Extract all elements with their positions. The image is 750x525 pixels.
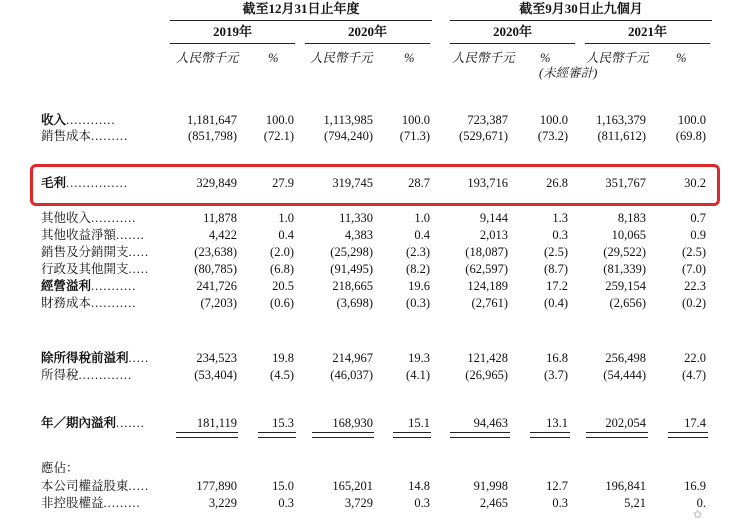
- table-cell: (4.5): [270, 368, 294, 382]
- table-cell: (18,087): [465, 245, 508, 259]
- table-cell: 1,181,647: [187, 113, 237, 127]
- row-leader-dots: ...............: [66, 176, 128, 190]
- group-header-fy: 截至12月31日止年度: [242, 1, 360, 16]
- table-cell: 11,878: [203, 211, 237, 225]
- row-label-text: 銷售及分銷開支: [41, 245, 129, 259]
- table-cell: 8,183: [617, 211, 646, 225]
- table-cell: 27.9: [272, 176, 294, 190]
- table-cell: 100.0: [677, 113, 706, 127]
- table-cell: (72.1): [263, 129, 294, 143]
- table-cell: (8.2): [406, 262, 430, 276]
- year-rule-2020-9m: [450, 43, 575, 44]
- table-cell: 196,841: [605, 479, 646, 493]
- table-cell: 2,013: [479, 228, 508, 242]
- table-cell: 15.1: [408, 416, 430, 430]
- table-cell: 94,463: [473, 416, 508, 430]
- table-cell: (2,761): [471, 296, 508, 310]
- double-rule-6: [530, 432, 570, 438]
- table-cell: 30.2: [684, 176, 706, 190]
- table-cell: 4,422: [208, 228, 237, 242]
- table-cell: 28.7: [408, 176, 430, 190]
- table-cell: (54,444): [603, 368, 646, 382]
- table-cell: (0.3): [406, 296, 430, 310]
- table-cell: 0.3: [278, 496, 294, 510]
- unit-rmb-2019: 人民幣千元: [176, 51, 239, 65]
- table-cell: 1.3: [552, 211, 568, 225]
- row-leader-dots: .....: [128, 479, 150, 493]
- table-cell: 234,523: [196, 351, 237, 365]
- row-label: [41, 351, 149, 365]
- row-leader-dots: .............: [78, 368, 133, 382]
- table-cell: 0.3: [414, 496, 430, 510]
- table-cell: (81,339): [603, 262, 646, 276]
- table-cell: (91,495): [330, 262, 373, 276]
- table-cell: 256,498: [605, 351, 646, 365]
- table-cell: (7,203): [200, 296, 237, 310]
- table-cell: 0.3: [552, 228, 568, 242]
- table-cell: (23,638): [194, 245, 237, 259]
- table-cell: 22.0: [684, 351, 706, 365]
- row-leader-dots: .....: [128, 351, 150, 365]
- table-cell: (7.0): [682, 262, 706, 276]
- year-rule-2019: [170, 43, 295, 44]
- table-cell: 214,967: [332, 351, 373, 365]
- table-cell: (62,597): [465, 262, 508, 276]
- row-label: [41, 416, 145, 430]
- table-cell: (3,698): [336, 296, 373, 310]
- table-cell: 2,465: [479, 496, 508, 510]
- table-cell: 1.0: [414, 211, 430, 225]
- row-leader-dots: ...........: [91, 296, 137, 310]
- table-cell: 1,163,379: [596, 113, 646, 127]
- table-cell: (8.7): [544, 262, 568, 276]
- table-cell: 100.0: [265, 113, 294, 127]
- double-rule-1: [176, 432, 238, 438]
- table-cell: 3,729: [344, 496, 373, 510]
- table-cell: (4.1): [406, 368, 430, 382]
- table-cell: (2.5): [682, 245, 706, 259]
- year-rule-2020-fy: [305, 43, 430, 44]
- table-cell: 241,726: [196, 279, 237, 293]
- table-cell: 329,849: [196, 176, 237, 190]
- table-cell: (46,037): [330, 368, 373, 382]
- row-label: [41, 176, 128, 190]
- table-cell: (69.8): [675, 129, 706, 143]
- table-cell: 17.2: [546, 279, 568, 293]
- table-cell: 259,154: [605, 279, 646, 293]
- table-cell: (3.7): [544, 368, 568, 382]
- watermark-icon: ✿: [693, 509, 703, 521]
- table-cell: 0.3: [552, 496, 568, 510]
- unit-pct-2020-9m: %: [540, 51, 551, 65]
- double-rule-7: [586, 432, 648, 438]
- table-cell: 193,716: [467, 176, 508, 190]
- row-label-text: 所得稅: [41, 368, 79, 382]
- row-label-text: 應佔：: [41, 461, 79, 475]
- table-cell: (80,785): [194, 262, 237, 276]
- row-label-text: 年／期內溢利: [41, 416, 117, 430]
- unit-rmb-2020-fy: 人民幣千元: [310, 51, 373, 65]
- unit-pct-2020-fy: %: [404, 51, 415, 65]
- table-cell: 100.0: [401, 113, 430, 127]
- table-cell: 723,387: [467, 113, 508, 127]
- row-leader-dots: ...........: [91, 211, 137, 225]
- table-cell: 22.3: [684, 279, 706, 293]
- row-label: [41, 496, 141, 510]
- double-rule-5: [450, 432, 510, 438]
- table-cell: 3,229: [208, 496, 237, 510]
- table-cell: 16.8: [546, 351, 568, 365]
- table-cell: 0.4: [414, 228, 430, 242]
- table-cell: (2.3): [406, 245, 430, 259]
- row-label: [41, 262, 149, 276]
- unit-pct-2019: %: [268, 51, 279, 65]
- table-cell: 10,065: [611, 228, 646, 242]
- group-header-fy-rule: [170, 20, 432, 21]
- table-cell: 91,998: [473, 479, 508, 493]
- table-cell: 17.4: [684, 416, 706, 430]
- table-cell: 1,113,985: [323, 113, 373, 127]
- table-cell: 319,745: [332, 176, 373, 190]
- table-cell: (0.2): [682, 296, 706, 310]
- year-rule-2021: [585, 43, 710, 44]
- unit-rmb-2021: 人民幣千元: [586, 51, 649, 65]
- row-label-text: 其他收益淨額: [41, 228, 117, 242]
- table-cell: (2.0): [270, 245, 294, 259]
- row-label: [41, 479, 149, 493]
- table-cell: 26.8: [546, 176, 568, 190]
- row-label: [41, 228, 145, 242]
- table-cell: (73.2): [537, 129, 568, 143]
- table-cell: (811,612): [597, 129, 646, 143]
- row-leader-dots: .........: [103, 496, 141, 510]
- table-cell: (6.8): [270, 262, 294, 276]
- table-cell: 202,054: [605, 416, 646, 430]
- table-cell: 351,767: [605, 176, 646, 190]
- row-label-text: 經營溢利: [41, 279, 92, 293]
- table-cell: 0.: [696, 496, 706, 510]
- table-cell: 168,930: [332, 416, 373, 430]
- table-cell: 124,189: [467, 279, 508, 293]
- table-cell: (25,298): [330, 245, 373, 259]
- table-cell: 19.3: [408, 351, 430, 365]
- double-rule-4: [393, 432, 431, 438]
- table-cell: (2.5): [544, 245, 568, 259]
- unit-rmb-2020-9m: 人民幣千元: [452, 51, 515, 65]
- table-cell: 4,383: [344, 228, 373, 242]
- unit-pct-2021: %: [676, 51, 687, 65]
- double-rule-8: [668, 432, 708, 438]
- row-label-text: 非控股權益: [41, 496, 104, 510]
- year-header-2020-fy: 2020年: [347, 24, 387, 39]
- table-cell: 5,21: [624, 496, 646, 510]
- table-cell: 181,119: [196, 416, 237, 430]
- row-label-text: 除所得稅前溢利: [41, 351, 129, 365]
- year-header-2020-9m: 2020年: [492, 24, 532, 39]
- table-cell: 218,665: [332, 279, 373, 293]
- table-cell: (4.7): [682, 368, 706, 382]
- row-label: [41, 245, 149, 259]
- table-cell: 12.7: [546, 479, 568, 493]
- row-label: [41, 211, 136, 225]
- table-cell: 0.9: [690, 228, 706, 242]
- table-cell: 177,890: [196, 479, 237, 493]
- table-cell: (26,965): [465, 368, 508, 382]
- row-label: [41, 461, 79, 475]
- double-rule-3: [312, 432, 374, 438]
- row-leader-dots: .........: [91, 129, 129, 143]
- table-cell: 14.8: [408, 479, 430, 493]
- table-cell: 15.0: [272, 479, 294, 493]
- row-label-text: 行政及其他開支: [41, 262, 129, 276]
- table-cell: (53,404): [194, 368, 237, 382]
- row-leader-dots: .....: [128, 262, 150, 276]
- table-cell: 19.6: [408, 279, 430, 293]
- table-cell: 19.8: [272, 351, 294, 365]
- table-cell: 165,201: [332, 479, 373, 493]
- table-cell: 0.7: [690, 211, 706, 225]
- row-label: [41, 368, 132, 382]
- row-label-text: 收入: [41, 113, 67, 127]
- table-cell: 100.0: [539, 113, 568, 127]
- row-label: [41, 296, 136, 310]
- row-label-text: 本公司權益股東: [41, 479, 129, 493]
- year-header-2019: 2019年: [212, 24, 252, 39]
- row-label: [41, 129, 128, 143]
- table-cell: (851,798): [188, 129, 237, 143]
- year-header-2021: 2021年: [627, 24, 667, 39]
- row-leader-dots: ...........: [91, 279, 137, 293]
- row-label-text: 銷售成本: [41, 129, 92, 143]
- row-leader-dots: .......: [116, 228, 145, 242]
- row-label: [41, 113, 116, 127]
- table-cell: 15.3: [272, 416, 294, 430]
- row-label-text: 毛利: [41, 176, 67, 190]
- table-cell: 11,330: [339, 211, 373, 225]
- row-label: [41, 279, 136, 293]
- table-cell: (0.6): [270, 296, 294, 310]
- group-header-nine-months: 截至9月30日止九個月: [519, 1, 643, 16]
- table-cell: (2,656): [609, 296, 646, 310]
- table-cell: (29,522): [603, 245, 646, 259]
- unaudited-note: (未經審計): [539, 66, 598, 80]
- table-cell: (71.3): [399, 129, 430, 143]
- table-cell: (529,671): [459, 129, 508, 143]
- double-rule-2: [258, 432, 296, 438]
- table-cell: (794,240): [324, 129, 373, 143]
- row-leader-dots: .....: [128, 245, 150, 259]
- row-leader-dots: ............: [66, 113, 116, 127]
- table-cell: 0.4: [278, 228, 294, 242]
- table-cell: 121,428: [467, 351, 508, 365]
- table-cell: 1.0: [278, 211, 294, 225]
- table-cell: 20.5: [272, 279, 294, 293]
- row-label-text: 其他收入: [41, 211, 92, 225]
- group-header-nine-months-rule: [450, 20, 712, 21]
- table-cell: 16.9: [684, 479, 706, 493]
- table-cell: 9,144: [479, 211, 508, 225]
- table-cell: 13.1: [546, 416, 568, 430]
- table-cell: (0.4): [544, 296, 568, 310]
- row-label-text: 財務成本: [41, 296, 92, 310]
- row-leader-dots: .......: [116, 416, 145, 430]
